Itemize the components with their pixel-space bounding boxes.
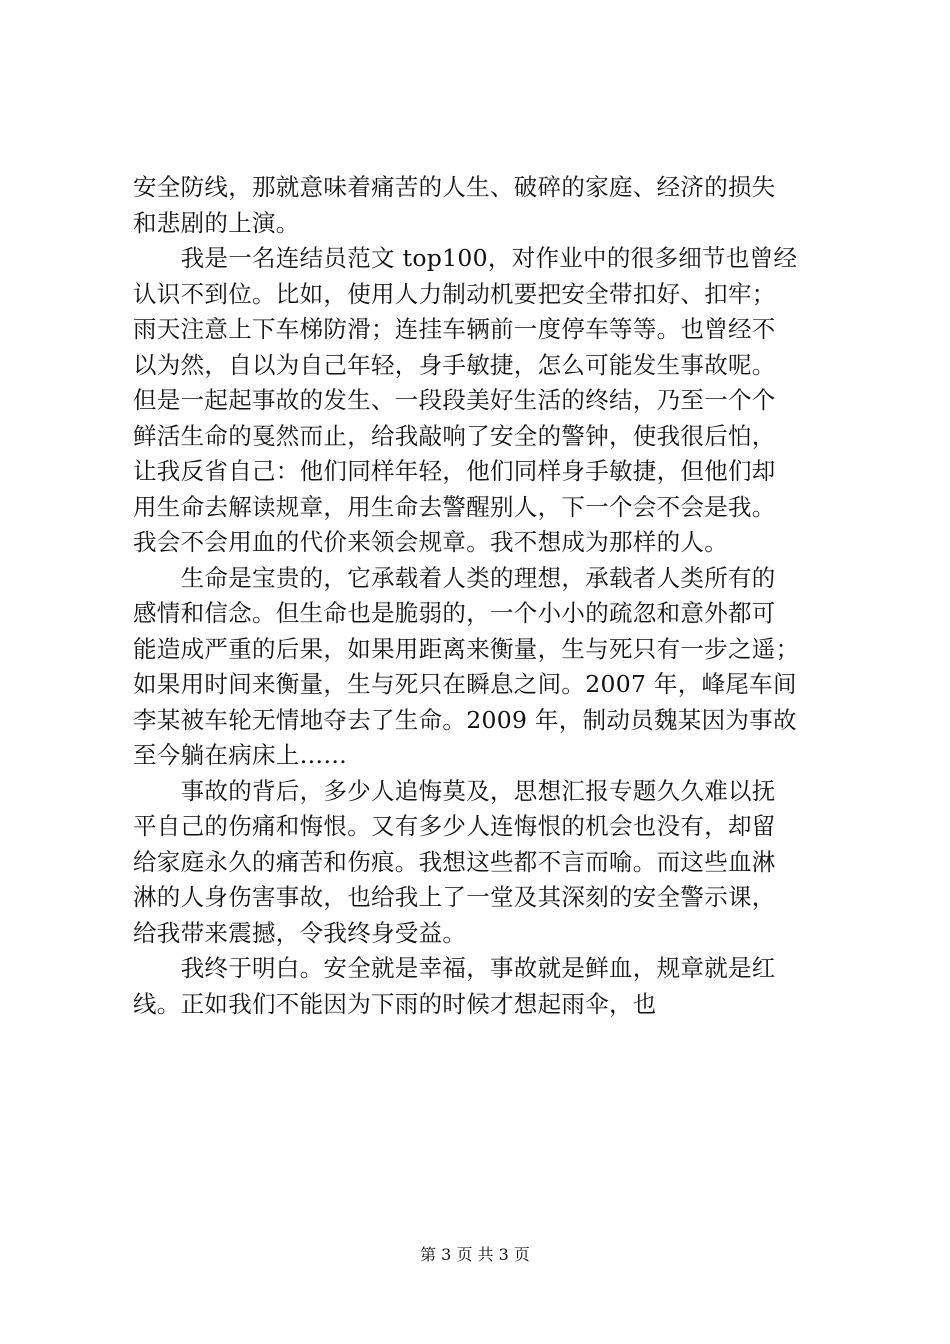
text-line: 用生命去解读规章，用生命去警醒别人，下一个会不会是我。 [133, 492, 776, 521]
text-line: 我是一名连结员范文 top100，对作业中的很多细节也曾经 [133, 244, 798, 272]
text-line: 生命是宝贵的，它承载着人类的理想，承载者人类所有的 [133, 563, 776, 592]
text-line: 事故的背后，多少人追悔莫及，思想汇报专题久久难以抚 [133, 776, 776, 805]
text-line: 我终于明白。安全就是幸福，事故就是鲜血，规章就是红 [133, 954, 776, 982]
page-number: 第 3 页 共 3 页 [420, 1245, 530, 1264]
text-line: 认识不到位。比如，使用人力制动机要把安全带扣好、扣牢； [133, 279, 776, 308]
text-line: 雨天注意上下车梯防滑；连挂车辆前一度停车等等。也曾经不 [133, 315, 776, 343]
text-line: 鲜活生命的戛然而止，给我敲响了安全的警钟，使我很后怕， [133, 421, 776, 450]
text-line: 和悲剧的上演。 [133, 208, 300, 237]
body-text [133, 170, 833, 1022]
text-line: 让我反省自己：他们同样年轻，他们同样身手敏捷，但他们却 [133, 457, 776, 485]
text-line: 线。正如我们不能因为下雨的时候才想起雨伞，也 [133, 989, 657, 1018]
text-line: 但是一起起事故的发生、一段段美好生活的终结，乃至一个个 [133, 386, 776, 414]
text-line: 给家庭永久的痛苦和伤痕。我想这些都不言而喻。而这些血淋 [133, 847, 776, 876]
text-line: 平自己的伤痛和悔恨。又有多少人连悔恨的机会也没有，却留 [133, 812, 776, 840]
text-line: 以为然，自以为自己年轻，身手敏捷，怎么可能发生事故呢。 [133, 350, 776, 379]
text-line: 李某被车轮无情地夺去了生命。2009 年，制动员魏某因为事故 [133, 705, 797, 734]
text-line: 我会不会用血的代价来领会规章。我不想成为那样的人。 [133, 528, 728, 556]
text-line: 感情和信念。但生命也是脆弱的，一个小小的疏忽和意外都可 [133, 599, 776, 627]
text-line: 安全防线，那就意味着痛苦的人生、破碎的家庭、经济的损失 [133, 173, 776, 201]
text-line: 给我带来震撼，令我终身受益。 [133, 918, 467, 947]
text-line: 如果用时间来衡量，生与死只在瞬息之间。2007 年，峰尾车间 [133, 670, 797, 698]
text-line: 淋的人身伤害事故，也给我上了一堂及其深刻的安全警示课， [133, 883, 776, 911]
page-footer [0, 1243, 950, 1267]
text-line: 能造成严重的后果，如果用距离来衡量，生与死只有一步之遥； [133, 634, 800, 663]
text-line: 至今躺在病床上…… [133, 741, 348, 769]
